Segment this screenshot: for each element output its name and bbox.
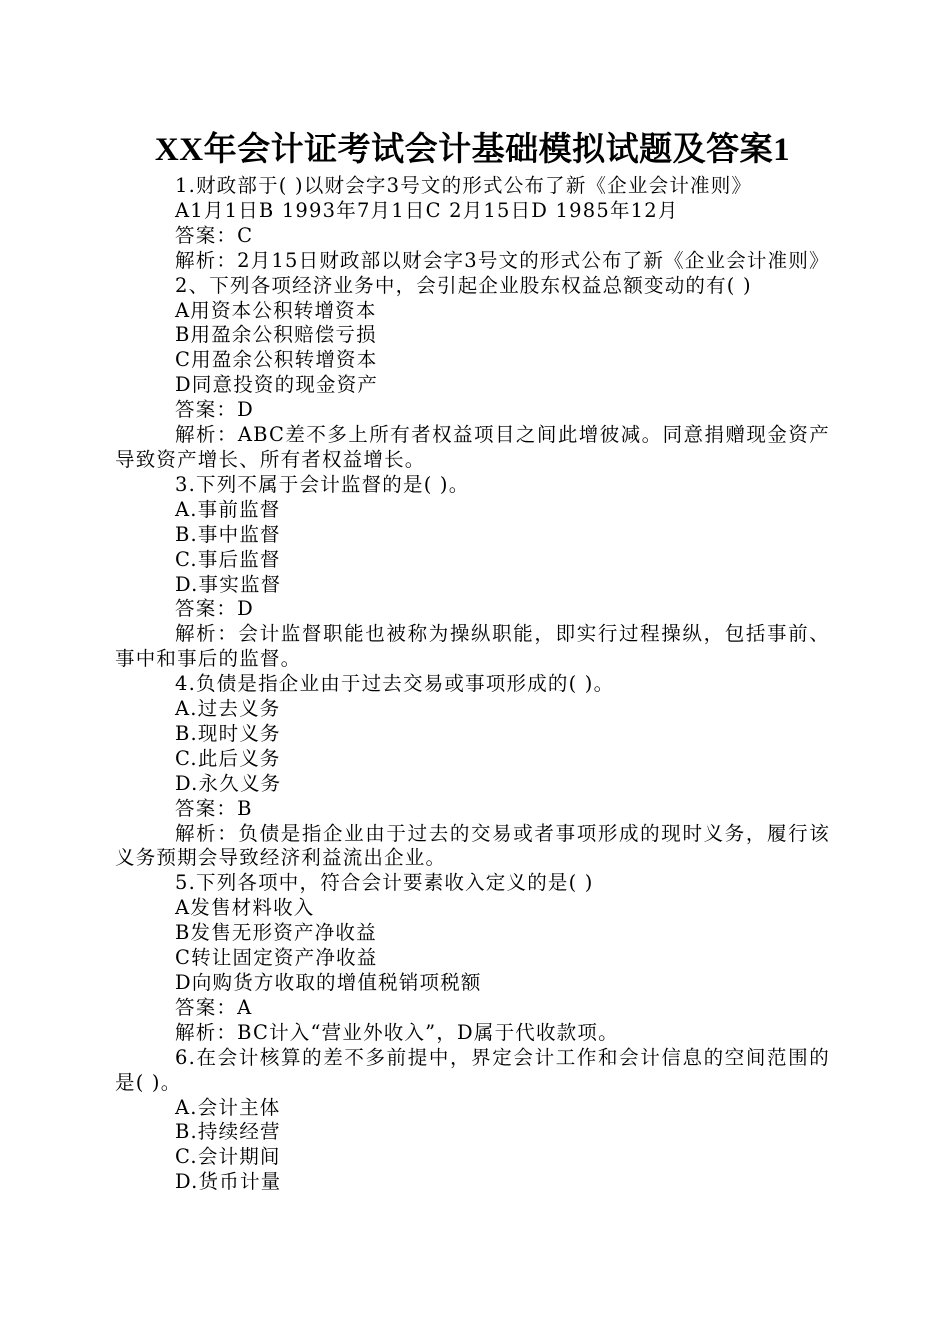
- question-5-option-a: A发售材料收入: [175, 896, 315, 920]
- question-6-option-b: B.持续经营: [175, 1120, 281, 1144]
- question-3-option-b: B.事中监督: [175, 522, 281, 546]
- question-6-option-c: C.会计期间: [175, 1145, 281, 1169]
- question-1-stem: 1.财政部于( )以财会字3号文的形式公布了新《企业会计准则》: [175, 174, 753, 197]
- document-title: XX年会计证考试会计基础模拟试题及答案1: [154, 132, 791, 168]
- question-4-option-c: C.此后义务: [175, 746, 281, 770]
- question-1-options: A1月1日B 1993年7月1日C 2月15日D 1985年12月: [175, 198, 679, 222]
- question-5-option-c: C转让固定资产净收益: [175, 946, 378, 970]
- question-5-option-d: D向购货方收取的增值税销项税额: [175, 971, 482, 994]
- question-3-answer: 答案：D: [175, 597, 254, 621]
- question-4-answer: 答案：B: [175, 796, 253, 820]
- question-4-stem: 4.负债是指企业由于过去交易或事项形成的( )。: [175, 672, 615, 696]
- question-1-answer: 答案：C: [175, 223, 254, 247]
- question-2-answer: 答案：D: [175, 398, 254, 422]
- question-6-option-d: D.货币计量: [175, 1170, 282, 1194]
- question-2-stem: 2、下列各项经济业务中，会引起企业股东权益总额变动的有( ): [175, 273, 752, 297]
- question-4-option-d: D.永久义务: [175, 771, 282, 795]
- question-3-option-a: A.事前监督: [175, 497, 281, 521]
- question-2-option-c: C用盈余公积转增资本: [175, 348, 378, 372]
- question-2-option-d: D同意投资的现金资产: [175, 373, 379, 397]
- document-body: [115, 174, 830, 1195]
- question-1-explanation: 解析：2月15日财政部以财会字3号文的形式公布了新《企业会计准则》: [175, 248, 830, 272]
- question-5-stem: 5.下列各项中，符合会计要素收入定义的是( ): [175, 871, 594, 895]
- question-4-explanation: 解析：负债是指企业由于过去的交易或者事项形成的现时义务，履行该义务预期会导致经济利益流出企业。: [115, 821, 830, 870]
- document-page: [115, 128, 830, 1195]
- question-5-option-b: B发售无形资产净收益: [175, 921, 377, 945]
- question-3-stem: 3.下列不属于会计监督的是( )。: [175, 472, 470, 496]
- question-3-option-d: D.事实监督: [175, 572, 282, 596]
- question-3-explanation: 解析：会计监督职能也被称为操纵职能，即实行过程操纵，包括事前、事中和事后的监督。: [115, 622, 830, 671]
- question-3-option-c: C.事后监督: [175, 547, 281, 571]
- question-5-answer: 答案：A: [175, 995, 253, 1019]
- question-4-option-a: A.过去义务: [175, 697, 281, 721]
- question-4-option-b: B.现时义务: [175, 721, 281, 745]
- question-2-explanation: 解析：ABC差不多上所有者权益项目之间此增彼减。同意捐赠现金资产导致资产增长、所有者权益增长。: [115, 423, 830, 471]
- question-2-option-a: A用资本公积转增资本: [175, 298, 377, 322]
- question-2-option-b: B用盈余公积赔偿亏损: [175, 323, 377, 347]
- question-6-option-a: A.会计主体: [175, 1095, 281, 1119]
- question-5-explanation: 解析：BC计入“营业外收入”，D属于代收款项。: [175, 1020, 619, 1044]
- question-6-stem: 6.在会计核算的差不多前提中，界定会计工作和会计信息的空间范围的是( )。: [115, 1045, 830, 1094]
